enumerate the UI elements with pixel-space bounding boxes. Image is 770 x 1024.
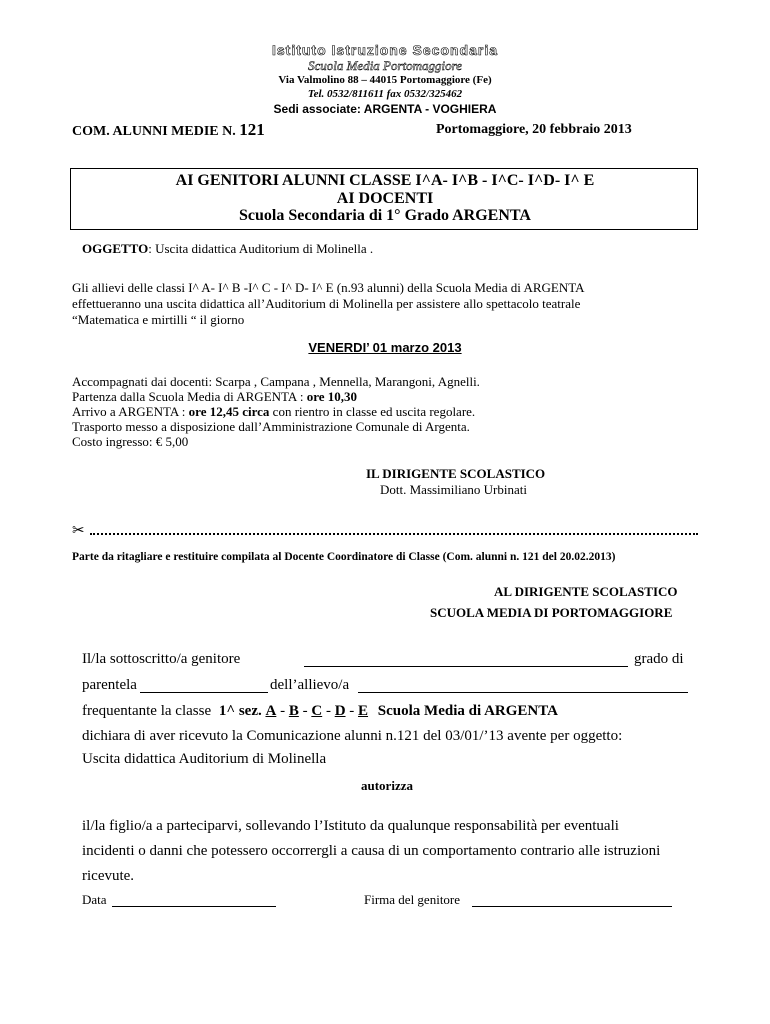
teachers-line: Accompagnati dai docenti: Scarpa , Campana , Mennella, Marangoni, Agnelli. [72, 374, 480, 389]
kinship-field[interactable] [140, 678, 268, 693]
cut-instruction: Parte da ritagliare e restituire compilata al Docente Coordinatore di Classe (Com. alunni n. 121 del 20.02.2013) [72, 551, 616, 563]
attending-label: frequentante la classe [82, 703, 212, 719]
consent-line-3: ricevute. [82, 868, 135, 884]
principal-title: IL DIRIGENTE SCOLASTICO [366, 466, 546, 481]
section-d[interactable]: D [334, 703, 346, 719]
event-date: VENERDI’ 01 marzo 2013 [308, 340, 462, 355]
subject-text: : Uscita didattica Auditorium di Molinella . [148, 241, 374, 256]
class-line: frequentante la classe 1^ sez. A - B - C - D - E Scuola Media di ARGENTA [82, 703, 558, 719]
authorizes-label: autorizza [361, 778, 413, 793]
school-name: Scuola Media Portomaggiore [307, 58, 463, 73]
transport-line: Trasporto messo a disposizione dall’Amministrazione Comunale di Argenta. [72, 419, 470, 434]
associated-sites: Sedi associate: ARGENTA - VOGHIERA [273, 102, 497, 116]
recipients-parents: AI GENITORI ALUNNI CLASSE I^A- I^B - I^C- I^D- I^ E [175, 172, 595, 189]
dotted-separator [90, 525, 698, 535]
consent-line-2: incidenti o danni che potessero occorrergli a causa di un comportamento contrario alle istruzioni [82, 843, 661, 859]
recipients-teachers: AI DOCENTI [336, 190, 434, 207]
departure-line [72, 389, 357, 405]
subject-line [82, 241, 373, 257]
departure-time: ore 10,30 [306, 389, 358, 404]
section-c[interactable]: C [311, 703, 323, 719]
principal-name: Dott. Massimiliano Urbinati [380, 482, 527, 497]
school-phone: Tel. 0532/811611 fax 0532/325462 [307, 88, 463, 100]
communication-ref [72, 120, 265, 140]
scissors-icon: ✂ [72, 523, 85, 539]
departure-prefix: Partenza dalla Scuola Media di ARGENTA : [72, 389, 307, 404]
student-name-field[interactable] [358, 678, 688, 693]
reply-to-school: SCUOLA MEDIA DI PORTOMAGGIORE [430, 605, 673, 620]
grade-label: grado di [634, 651, 684, 667]
place-date: Portomaggiore, 20 febbraio 2013 [436, 122, 632, 137]
cost-line: Costo ingresso: € 5,00 [72, 434, 189, 449]
subject-label: OGGETTO [82, 241, 149, 256]
consent-line-1: il/la figlio/a a parteciparvi, sollevando l’Istituto da qualunque responsabilità per eventuali [82, 818, 619, 834]
school-address: Via Valmolino 88 – 44015 Portomaggiore (Fe) [278, 74, 492, 86]
parent-name-field[interactable] [304, 652, 628, 667]
trip-line: Uscita didattica Auditorium di Molinella [82, 751, 327, 767]
section-b[interactable]: B [288, 703, 299, 719]
section-a[interactable]: A [265, 703, 277, 719]
signature-field[interactable] [472, 893, 672, 907]
body-line-3: “Matematica e mirtilli “ il giorno [72, 312, 245, 327]
arrival-time: ore 12,45 circa [188, 404, 270, 419]
recipients-school: Scuola Secondaria di 1° Grado ARGENTA [239, 207, 531, 224]
date-label: Data [82, 892, 107, 907]
cut-line [72, 521, 700, 539]
undersigned-label: Il/la sottoscritto/a genitore [82, 651, 241, 667]
body-line-1: Gli allievi delle classi I^ A- I^ B -I^ C - I^ D- I^ E (n.93 alunni) della Scuola Media di ARGENTA [72, 280, 585, 295]
student-label: dell’allievo/a [270, 677, 350, 693]
signature-label: Firma del genitore [364, 892, 461, 907]
kinship-label: parentela [82, 677, 137, 693]
arrival-line [72, 404, 475, 420]
body-line-2: effettueranno una uscita didattica all’Auditorium di Molinella per assistere allo spettacolo teatrale [72, 296, 581, 311]
class-school: Scuola Media di ARGENTA [377, 703, 558, 719]
communication-label: COM. ALUNNI MEDIE N. [72, 124, 236, 139]
arrival-prefix: Arrivo a ARGENTA : [72, 404, 189, 419]
reply-to-principal: AL DIRIGENTE SCOLASTICO [494, 584, 678, 599]
date-field[interactable] [112, 893, 276, 907]
declares-line: dichiara di aver ricevuto la Comunicazione alunni n.121 del 03/01/’13 avente per oggetto: [82, 728, 623, 744]
arrival-suffix: con rientro in classe ed uscita regolare. [269, 404, 476, 419]
class-prefix: 1^ sez. [218, 703, 262, 719]
communication-number: 121 [239, 120, 265, 139]
section-e[interactable]: E [358, 703, 369, 719]
institute-name: Istituto Istruzione Secondaria [271, 42, 499, 58]
